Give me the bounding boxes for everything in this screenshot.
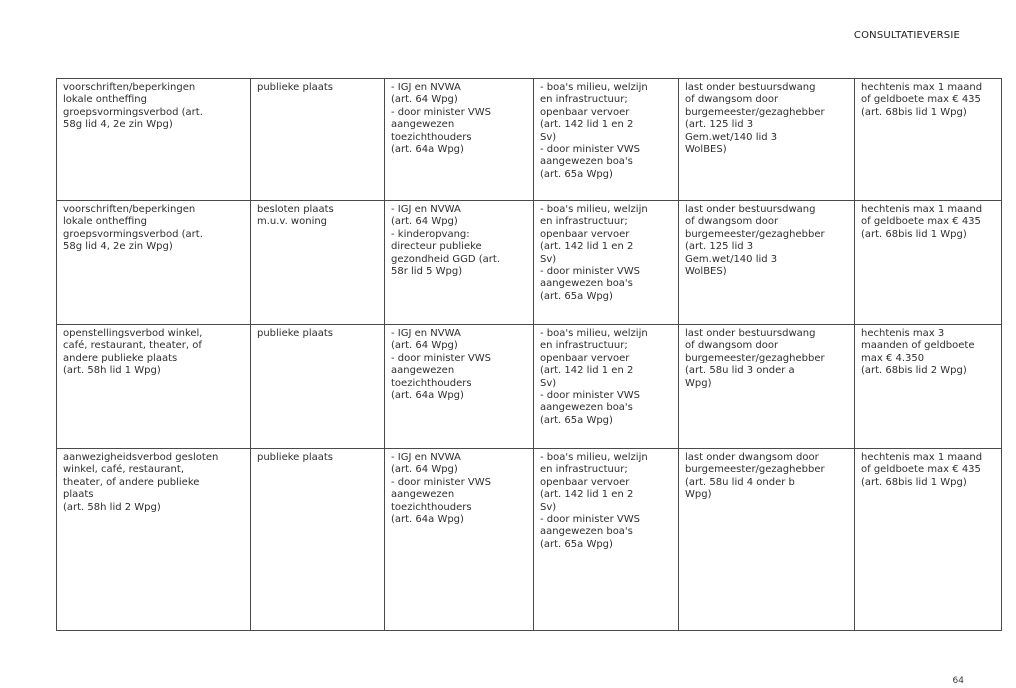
cell-text-line: groepsvormingsverbod (art.	[63, 228, 203, 240]
cell-text-line: en infrastructuur;	[540, 216, 628, 228]
cell-text-line: aangewezen boa's	[540, 156, 633, 168]
cell-text-line: WolBES)	[685, 144, 727, 156]
cell-text-line: - IGJ en NVWA	[391, 204, 461, 215]
cell-text-line: - door minister VWS	[391, 476, 491, 488]
cell-text-line: (art. 142 lid 1 en 2	[540, 489, 634, 501]
cell-text-line: Gem.wet/140 lid 3	[685, 131, 778, 143]
penalty-cell	[855, 449, 1002, 631]
cell-text-line: hechtenis max 1 maand	[861, 452, 983, 463]
cell-text-line: (art. 58u lid 4 onder b	[685, 476, 795, 488]
cell-text-line: en infrastructuur;	[540, 340, 628, 352]
cell-text-line: maanden of geldboete	[861, 340, 975, 352]
cell-text-line: publieke plaats	[257, 452, 334, 463]
cell-text-line: openbaar vervoer	[540, 106, 630, 118]
cell-text-line: - boa's milieu, welzijn	[540, 328, 648, 339]
supervisor-cell	[385, 79, 534, 201]
cell-text-line: hechtenis max 1 maand	[861, 204, 983, 215]
cell-text-line: of geldboete max € 435	[861, 216, 981, 228]
cell-text-line: lokale ontheffing	[63, 216, 147, 228]
measure-cell	[57, 79, 251, 201]
cell-text-line: (art. 65a Wpg)	[540, 538, 613, 550]
administrative-enforcement-cell	[679, 201, 855, 325]
cell-text-line: - IGJ en NVWA	[391, 328, 461, 339]
cell-text-line: burgemeester/gezaghebber	[685, 228, 825, 240]
cell-text-line: last onder bestuursdwang	[685, 328, 816, 339]
cell-text-line: gezondheid GGD (art.	[391, 253, 500, 265]
cell-text-line: Sv)	[540, 131, 557, 143]
penalty-cell	[855, 79, 1002, 201]
cell-text-line: burgemeester/gezaghebber	[685, 464, 825, 476]
cell-text-line: andere publieke plaats	[63, 352, 178, 364]
location-cell	[251, 449, 385, 631]
cell-text-line: of dwangsom door	[685, 340, 779, 352]
supervisor-cell	[385, 325, 534, 449]
cell-text-line: Sv)	[540, 377, 557, 389]
cell-text-line: voorschriften/beperkingen	[63, 82, 196, 93]
cell-text-line: last onder bestuursdwang	[685, 82, 816, 93]
cell-text-line: - door minister VWS	[391, 352, 491, 364]
cell-text-line: - boa's milieu, welzijn	[540, 82, 648, 93]
cell-text-line: burgemeester/gezaghebber	[685, 106, 825, 118]
table-row	[57, 79, 1002, 201]
administrative-enforcement-cell	[679, 449, 855, 631]
measure-cell	[57, 325, 251, 449]
regulations-table	[56, 78, 1002, 631]
cell-text-line: hechtenis max 3	[861, 328, 945, 339]
cell-text-line: Wpg)	[685, 377, 712, 389]
cell-text-line: en infrastructuur;	[540, 464, 628, 476]
cell-text-line: toezichthouders	[391, 377, 472, 389]
cell-text-line: WolBES)	[685, 266, 727, 278]
enforcer-cell	[534, 325, 679, 449]
cell-text-line: aangewezen boa's	[540, 526, 633, 538]
cell-text-line: publieke plaats	[257, 82, 334, 93]
cell-text-line: voorschriften/beperkingen	[63, 204, 196, 215]
table-row	[57, 325, 1002, 449]
cell-text-line: (art. 58h lid 2 Wpg)	[63, 501, 161, 513]
document-header-label: CONSULTATIEVERSIE	[853, 30, 960, 41]
cell-text-line: toezichthouders	[391, 501, 472, 513]
page-number: 64	[952, 676, 964, 686]
cell-text-line: openbaar vervoer	[540, 228, 630, 240]
cell-text-line: - door minister VWS	[540, 144, 640, 156]
cell-text-line: of dwangsom door	[685, 216, 779, 228]
cell-text-line: (art. 68bis lid 1 Wpg)	[861, 106, 967, 118]
cell-text-line: - IGJ en NVWA	[391, 82, 461, 93]
cell-text-line: aanwezigheidsverbod gesloten	[63, 452, 219, 463]
cell-text-line: - kinderopvang:	[391, 228, 470, 240]
cell-text-line: 58g lid 4, 2e zin Wpg)	[63, 241, 173, 253]
measure-cell	[57, 201, 251, 325]
cell-text-line: groepsvormingsverbod (art.	[63, 106, 203, 118]
cell-text-line: last onder dwangsom door	[685, 452, 819, 463]
cell-text-line: of geldboete max € 435	[861, 94, 981, 106]
cell-text-line: burgemeester/gezaghebber	[685, 352, 825, 364]
cell-text-line: - boa's milieu, welzijn	[540, 204, 648, 215]
cell-text-line: publieke plaats	[257, 328, 334, 339]
cell-text-line: (art. 64 Wpg)	[391, 94, 458, 106]
administrative-enforcement-cell	[679, 79, 855, 201]
administrative-enforcement-cell	[679, 325, 855, 449]
cell-text-line: aangewezen	[391, 489, 455, 501]
cell-text-line: theater, of andere publieke	[63, 476, 200, 488]
cell-text-line: Gem.wet/140 lid 3	[685, 253, 778, 265]
cell-text-line: lokale ontheffing	[63, 94, 147, 106]
cell-text-line: - IGJ en NVWA	[391, 452, 461, 463]
cell-text-line: max € 4.350	[861, 352, 925, 364]
supervisor-cell	[385, 449, 534, 631]
location-cell	[251, 79, 385, 201]
cell-text-line: - door minister VWS	[540, 266, 640, 278]
cell-text-line: (art. 64 Wpg)	[391, 340, 458, 352]
enforcer-cell	[534, 79, 679, 201]
supervisor-cell	[385, 201, 534, 325]
cell-text-line: (art. 58u lid 3 onder a	[685, 365, 795, 377]
cell-text-line: (art. 64 Wpg)	[391, 464, 458, 476]
cell-text-line: (art. 58h lid 1 Wpg)	[63, 365, 161, 377]
cell-text-line: last onder bestuursdwang	[685, 204, 816, 215]
location-cell	[251, 325, 385, 449]
cell-text-line: (art. 65a Wpg)	[540, 290, 613, 302]
cell-text-line: toezichthouders	[391, 131, 472, 143]
cell-text-line: (art. 125 lid 3	[685, 241, 754, 253]
cell-text-line: (art. 68bis lid 2 Wpg)	[861, 365, 967, 377]
cell-text-line: directeur publieke	[391, 241, 482, 253]
cell-text-line: (art. 64a Wpg)	[391, 514, 464, 526]
cell-text-line: aangewezen	[391, 119, 455, 131]
cell-text-line: m.u.v. woning	[257, 216, 328, 228]
table-row	[57, 449, 1002, 631]
cell-text-line: - boa's milieu, welzijn	[540, 452, 648, 463]
cell-text-line: aangewezen	[391, 365, 455, 377]
cell-text-line: besloten plaats	[257, 204, 334, 215]
cell-text-line: - door minister VWS	[391, 106, 491, 118]
cell-text-line: aangewezen boa's	[540, 402, 633, 414]
cell-text-line: (art. 64 Wpg)	[391, 216, 458, 228]
cell-text-line: (art. 68bis lid 1 Wpg)	[861, 476, 967, 488]
cell-text-line: (art. 65a Wpg)	[540, 168, 613, 180]
cell-text-line: 58r lid 5 Wpg)	[391, 266, 463, 278]
cell-text-line: - door minister VWS	[540, 390, 640, 402]
cell-text-line: (art. 142 lid 1 en 2	[540, 119, 634, 131]
cell-text-line: (art. 68bis lid 1 Wpg)	[861, 228, 967, 240]
cell-text-line: winkel, café, restaurant,	[63, 464, 184, 476]
cell-text-line: Sv)	[540, 253, 557, 265]
cell-text-line: hechtenis max 1 maand	[861, 82, 983, 93]
cell-text-line: - door minister VWS	[540, 514, 640, 526]
penalty-cell	[855, 201, 1002, 325]
cell-text-line: (art. 125 lid 3	[685, 119, 754, 131]
cell-text-line: of dwangsom door	[685, 94, 779, 106]
cell-text-line: of geldboete max € 435	[861, 464, 981, 476]
cell-text-line: plaats	[63, 489, 94, 501]
enforcer-cell	[534, 201, 679, 325]
cell-text-line: (art. 64a Wpg)	[391, 144, 464, 156]
cell-text-line: (art. 142 lid 1 en 2	[540, 241, 634, 253]
cell-text-line: (art. 64a Wpg)	[391, 390, 464, 402]
cell-text-line: Wpg)	[685, 489, 712, 501]
cell-text-line: openbaar vervoer	[540, 476, 630, 488]
table-row	[57, 201, 1002, 325]
cell-text-line: aangewezen boa's	[540, 278, 633, 290]
enforcer-cell	[534, 449, 679, 631]
cell-text-line: openbaar vervoer	[540, 352, 630, 364]
penalty-cell	[855, 325, 1002, 449]
measure-cell	[57, 449, 251, 631]
cell-text-line: (art. 142 lid 1 en 2	[540, 365, 634, 377]
cell-text-line: Sv)	[540, 501, 557, 513]
cell-text-line: openstellingsverbod winkel,	[63, 328, 203, 339]
cell-text-line: en infrastructuur;	[540, 94, 628, 106]
location-cell	[251, 201, 385, 325]
cell-text-line: 58g lid 4, 2e zin Wpg)	[63, 119, 173, 131]
cell-text-line: café, restaurant, theater, of	[63, 340, 202, 352]
regulations-table-body	[57, 79, 1002, 631]
cell-text-line: (art. 65a Wpg)	[540, 414, 613, 426]
